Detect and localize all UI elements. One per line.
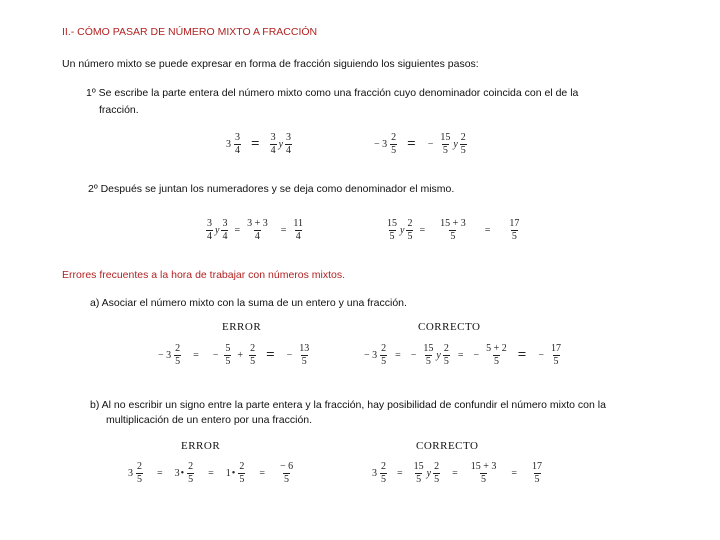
fraction: $\frac{5 + 2}{5}$ bbox=[486, 343, 507, 367]
fraction: $\frac{15}{5}$ bbox=[387, 218, 397, 242]
whole-part: − 3 bbox=[374, 139, 388, 150]
whole-part: 3 bbox=[226, 139, 231, 150]
item-b-text-cont: multiplicación de un entero por una fracción. bbox=[106, 414, 313, 426]
equals-sign: = bbox=[280, 225, 287, 236]
result-fraction: $\frac{17}{5}$ bbox=[551, 343, 561, 367]
fraction: $\frac{2}{5}$ bbox=[381, 343, 387, 367]
error-example-a bbox=[158, 344, 312, 367]
correct-label: CORRECTO bbox=[418, 321, 481, 333]
fraction: $\frac{15}{5}$ bbox=[423, 343, 434, 367]
fraction: $\frac{5}{5}$ bbox=[225, 343, 231, 367]
fraction: $\frac{15 + 3}{5}$ bbox=[440, 218, 466, 242]
fraction: $\frac{15}{5}$ bbox=[440, 132, 451, 156]
fraction: $\frac{2}{5}$ bbox=[391, 132, 397, 156]
equals-sign: = bbox=[395, 350, 401, 361]
fraction: $\frac{2}{5}$ bbox=[434, 461, 440, 485]
multiply-dot: • bbox=[231, 468, 236, 479]
fraction: $\frac{2}{5}$ bbox=[407, 218, 413, 242]
whole-part: − 3 bbox=[158, 350, 172, 361]
plus-sign: + bbox=[237, 350, 244, 361]
conjunction: y bbox=[426, 468, 432, 479]
equals-sign: = bbox=[457, 350, 464, 361]
result-fraction: $\frac{- 6}{5}$ bbox=[279, 461, 294, 485]
whole-part: 3 bbox=[128, 468, 133, 479]
minus-sign: − bbox=[212, 350, 219, 361]
equals-sign: = bbox=[157, 468, 163, 479]
minus-sign: − bbox=[286, 350, 293, 361]
equals-sign: = bbox=[452, 468, 458, 479]
equals-sign: = bbox=[517, 347, 527, 363]
correct-example-a bbox=[364, 344, 564, 367]
equals-sign: = bbox=[407, 136, 416, 152]
fraction: $\frac{2}{5}$ bbox=[239, 461, 245, 485]
fraction: $\frac{2}{5}$ bbox=[443, 343, 449, 367]
example-mixed-negative bbox=[374, 133, 469, 156]
equals-sign: = bbox=[419, 225, 426, 236]
minus-sign: − bbox=[473, 350, 480, 361]
errors-title: Errores frecuentes a la hora de trabajar con números mixtos. bbox=[62, 269, 346, 281]
fraction: $\frac{15}{5}$ bbox=[413, 461, 424, 485]
result-fraction: $\frac{13}{5}$ bbox=[299, 343, 310, 367]
equals-sign: = bbox=[208, 468, 214, 479]
equals-sign: = bbox=[251, 136, 260, 152]
whole-part: 3 bbox=[174, 468, 180, 479]
conjunction: y bbox=[215, 225, 220, 236]
fraction: $\frac{2}{5}$ bbox=[250, 343, 256, 367]
fraction: $\frac{3}{4}$ bbox=[235, 132, 240, 156]
multiply-dot: • bbox=[180, 468, 185, 479]
fraction: $\frac{2}{5}$ bbox=[175, 343, 181, 367]
equals-sign: = bbox=[484, 225, 491, 236]
conjunction: y bbox=[278, 139, 284, 150]
sum-positive bbox=[204, 219, 306, 242]
minus-sign: − bbox=[538, 350, 544, 361]
conjunction: y bbox=[400, 225, 405, 236]
minus-sign: − bbox=[427, 139, 434, 150]
result-fraction: $\frac{17}{5}$ bbox=[509, 218, 520, 242]
section-title: II.- CÓMO PASAR DE NÚMERO MIXTO A FRACCIÓN bbox=[62, 26, 318, 38]
item-a-text: a) Asociar el número mixto con la suma de un entero y una fracción. bbox=[90, 297, 407, 309]
fraction: $\frac{2}{5}$ bbox=[137, 461, 142, 485]
equals-sign: = bbox=[511, 468, 518, 479]
whole-part: 1 bbox=[225, 468, 231, 479]
result-fraction: $\frac{17}{5}$ bbox=[532, 461, 543, 485]
correct-example-b bbox=[372, 462, 545, 485]
whole-part: − 3 bbox=[364, 350, 378, 361]
step1-text-cont: fracción. bbox=[99, 104, 139, 116]
equals-sign: = bbox=[266, 347, 275, 363]
result-fraction: $\frac{11}{4}$ bbox=[293, 218, 304, 242]
equals-sign: = bbox=[397, 468, 403, 479]
fraction: $\frac{3}{4}$ bbox=[270, 132, 276, 156]
correct-label: CORRECTO bbox=[416, 440, 479, 452]
step1-text: 1º Se escribe la parte entera del número mixto como una fracción cuyo denominador coincida con el de la bbox=[86, 87, 579, 99]
item-b-text: b) Al no escribir un signo entre la parte entera y la fracción, hay posibilidad de confundir el número mixto con la bbox=[90, 399, 606, 411]
sum-negative bbox=[384, 219, 522, 242]
fraction: $\frac{2}{5}$ bbox=[381, 461, 386, 485]
intro-text: Un número mixto se puede expresar en forma de fracción siguiendo los siguientes pasos: bbox=[62, 58, 479, 70]
error-label: ERROR bbox=[181, 440, 221, 452]
fraction: $\frac{2}{5}$ bbox=[460, 132, 466, 156]
fraction: $\frac{3 + 3}{4}$ bbox=[247, 218, 268, 242]
error-label: ERROR bbox=[222, 321, 262, 333]
conjunction: y bbox=[436, 350, 441, 361]
error-example-b bbox=[128, 462, 296, 485]
fraction: $\frac{15 + 3}{5}$ bbox=[470, 461, 497, 485]
fraction: $\frac{3}{4}$ bbox=[222, 218, 228, 242]
whole-part: 3 bbox=[372, 468, 377, 479]
equals-sign: = bbox=[234, 225, 241, 236]
minus-sign: − bbox=[410, 350, 417, 361]
example-mixed-positive bbox=[226, 133, 294, 156]
fraction: $\frac{2}{5}$ bbox=[188, 461, 194, 485]
step2-text: 2º Después se juntan los numeradores y se deja como denominador el mismo. bbox=[88, 183, 455, 195]
equals-sign: = bbox=[193, 350, 199, 361]
equals-sign: = bbox=[259, 468, 265, 479]
fraction: $\frac{3}{4}$ bbox=[207, 218, 212, 242]
conjunction: y bbox=[453, 139, 458, 150]
fraction: $\frac{3}{4}$ bbox=[286, 132, 292, 156]
